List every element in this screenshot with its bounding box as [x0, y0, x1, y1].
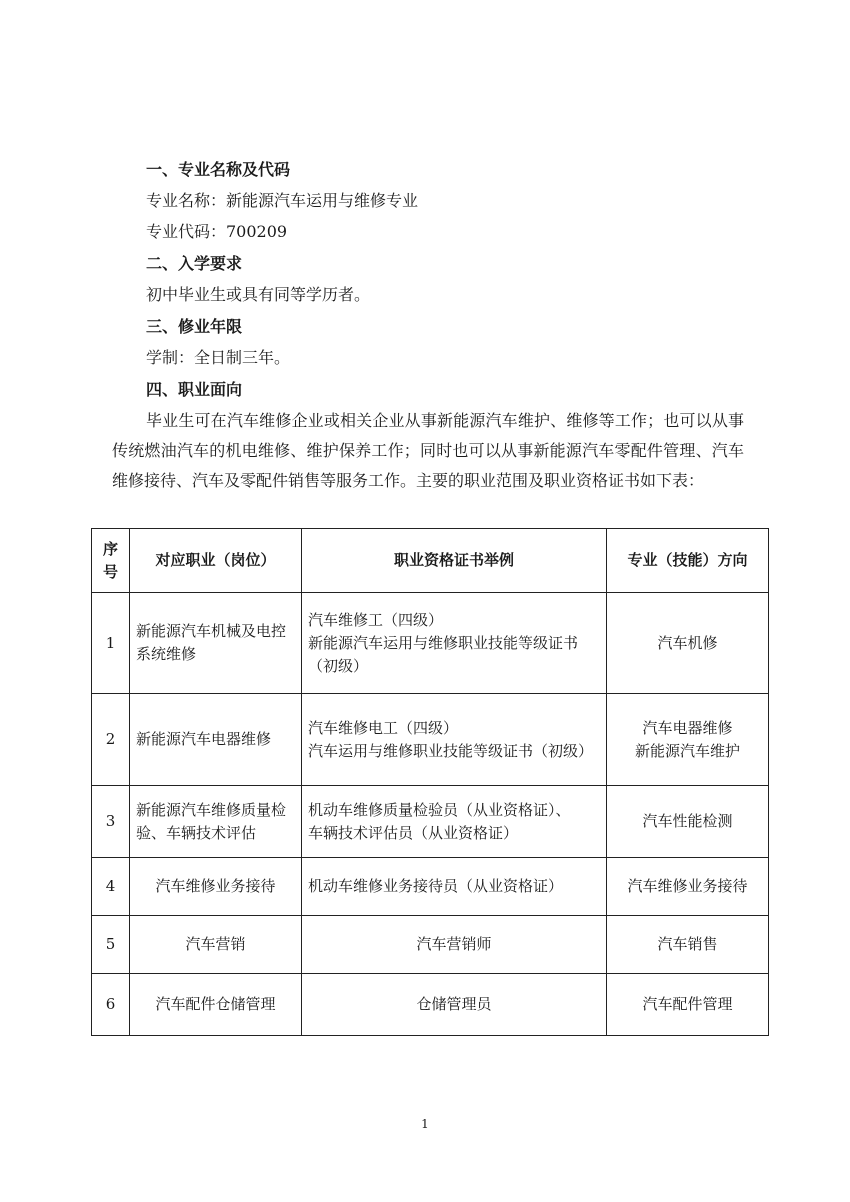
direction-line: 汽车电器维修 — [642, 718, 733, 737]
page-number: 1 — [421, 1117, 429, 1131]
table-header-row — [92, 529, 769, 593]
row-no: 1 — [92, 593, 130, 694]
row-no: 2 — [92, 694, 130, 786]
duration-text: 学制：全日制三年。 — [146, 348, 291, 367]
cert-line: 汽车运用与维修职业技能等级证书（初级） — [308, 741, 594, 760]
header-no — [92, 529, 130, 593]
direction-line: 汽车机修 — [657, 633, 718, 652]
section-heading-duration: 三、修业年限 — [146, 317, 243, 336]
table-row — [92, 974, 769, 1036]
header-no-line1: 序 — [102, 539, 118, 558]
cert-line: 机动车维修质量检验员（从业资格证）、 — [308, 800, 571, 819]
row-direction: 汽车维修业务接待 — [607, 858, 769, 916]
header-no-line2: 号 — [102, 562, 118, 581]
row-direction: 汽车销售 — [607, 916, 769, 974]
section-heading-major: 一、专业名称及代码 — [146, 160, 291, 179]
row-no: 4 — [92, 858, 130, 916]
table-row — [92, 858, 769, 916]
header-direction: 专业（技能）方向 — [607, 529, 769, 593]
cert-line: 车辆技术评估员（从业资格证） — [308, 823, 519, 842]
section-heading-career: 四、职业面向 — [146, 380, 243, 399]
cert-line: 汽车维修工（四级） — [308, 610, 444, 629]
table-row — [92, 694, 769, 786]
row-job: 汽车维修业务接待 — [130, 858, 302, 916]
row-job: 汽车配件仓储管理 — [130, 974, 302, 1036]
section-heading-admission: 二、入学要求 — [146, 254, 243, 273]
row-direction — [607, 593, 769, 694]
direction-line: 新能源汽车维护 — [634, 741, 740, 760]
table-row — [92, 916, 769, 974]
row-no: 6 — [92, 974, 130, 1036]
row-job: 新能源汽车机械及电控系统维修 — [130, 593, 302, 694]
header-cert: 职业资格证书举例 — [302, 529, 607, 593]
cert-line: 汽车维修电工（四级） — [308, 718, 459, 737]
row-cert — [302, 593, 607, 694]
row-job: 新能源汽车维修质量检验、车辆技术评估 — [130, 786, 302, 858]
admission-text: 初中毕业生或具有同等学历者。 — [146, 285, 371, 304]
header-job: 对应职业（岗位） — [130, 529, 302, 593]
table-row — [92, 593, 769, 694]
row-cert — [302, 786, 607, 858]
row-no: 5 — [92, 916, 130, 974]
row-job: 新能源汽车电器维修 — [130, 694, 302, 786]
row-job: 汽车营销 — [130, 916, 302, 974]
row-cert: 汽车营销师 — [302, 916, 607, 974]
row-cert — [302, 694, 607, 786]
row-cert: 机动车维修业务接待员（从业资格证） — [302, 858, 607, 916]
major-name: 专业名称：新能源汽车运用与维修专业 — [146, 191, 419, 210]
row-cert: 仓储管理员 — [302, 974, 607, 1036]
career-table — [91, 528, 769, 1036]
row-direction — [607, 694, 769, 786]
row-direction: 汽车配件管理 — [607, 974, 769, 1036]
table-row — [92, 786, 769, 858]
row-no: 3 — [92, 786, 130, 858]
row-direction: 汽车性能检测 — [607, 786, 769, 858]
cert-line: 新能源汽车运用与维修职业技能等级证书（初级） — [308, 633, 579, 675]
career-paragraph: 毕业生可在汽车维修企业或相关企业从事新能源汽车维护、维修等工作；也可以从事传统燃油汽车的机电维修、维护保养工作；同时也可以从事新能源汽车零配件管理、汽车维修接待、汽车及零配件销售等服务工作。主要的职业范围及职业资格证书如下表： — [112, 411, 744, 490]
major-code: 专业代码：700209 — [146, 222, 288, 241]
